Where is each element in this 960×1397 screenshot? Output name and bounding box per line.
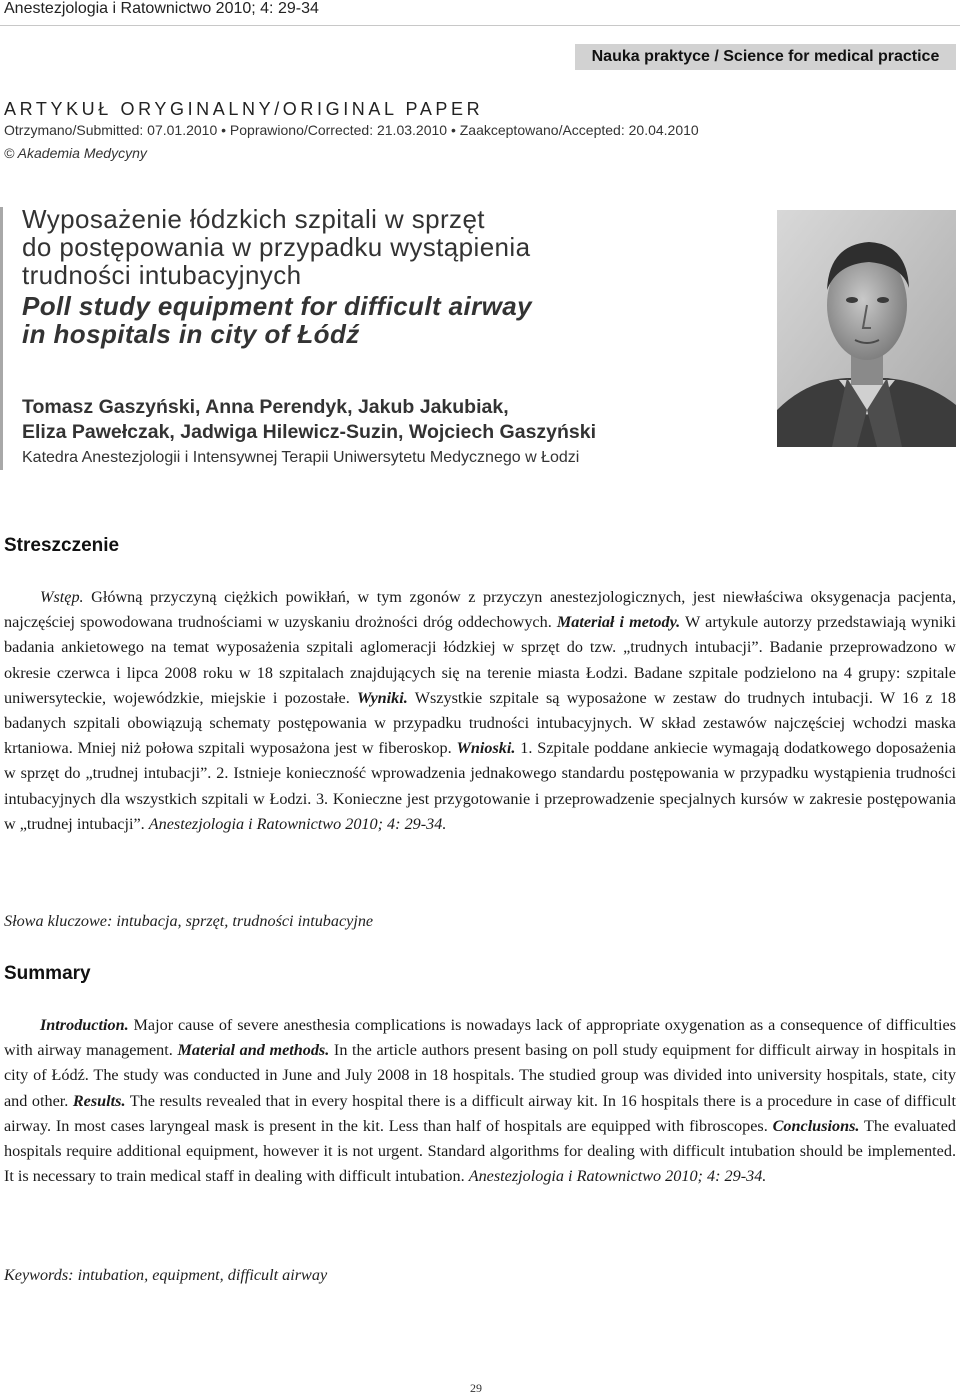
abstract-section-label: Materiał i metody. [556, 613, 681, 632]
abstract-text: Wszystkie szpitale są wyposażone w zestaw do trudnych intubacji. W 16 z 18 badanych szpitali obowiązują schematy postępowania w przypadku trudności intubacyjnych. W skład zestawów najczęściej wchodzi maska krtaniowa. Mniej niż połowa szpitali wyposażona jest w fiberoskop. [4, 688, 957, 758]
abstract-citation: Anestezjologia i Ratownictwo 2010; 4: 29-34. [468, 1167, 767, 1186]
title-polish-line: do postępowania w przypadku wystąpienia [22, 232, 531, 262]
abstract-text: Major cause of severe anesthesia complications is nowadays lack of appropriate oxygenation as a consequence of difficulties with airway management. [4, 1016, 956, 1060]
title-english [22, 292, 742, 348]
abstract-section-label: Conclusions. [772, 1116, 860, 1135]
abstract-text: W artykule autorzy przedstawiają wyniki badania ankietowego na temat wyposażenia szpitali aglomeracji łódzkiej w sprzęt do tzw. „trudnych intubacji”. Badanie przeprowadzono w okresie czerwca i lipca 2008 roku w 18 szpitalach znajdujących się na terenie miasta Łodzi. Badane szpitale podzielono na 4 grupy: szpitale uniwersyteckie, wojewódzkie, miejskie i pozostałe. [4, 613, 956, 707]
abstract-heading-polish: Streszczenie [4, 535, 120, 556]
abstract-text: The evaluated hospitals require additional equipment, however it is not urgent. Standard algorithms for dealing with difficult intubation should be implemented. It is necessary to train medical staff in dealing with difficult intubation. [4, 1116, 956, 1186]
abstract-english [4, 1013, 956, 1189]
abstract-citation: Anestezjologia i Ratownictwo 2010; 4: 29-34. [148, 814, 447, 833]
title-accent-bar [0, 207, 3, 470]
abstract-section-label: Material and methods. [177, 1041, 330, 1060]
abstract-heading-english: Summary [4, 963, 91, 984]
author-line: Eliza Pawełczak, Jadwiga Hilewicz-Suzin, Wojciech Gaszyński [22, 421, 597, 443]
title-polish-line: trudności intubacyjnych [22, 260, 302, 290]
abstract-section-label: Wnioski. [456, 739, 516, 758]
abstract-section-label: Wstęp. [40, 588, 84, 606]
journal-citation: Anestezjologia i Ratownictwo 2010; 4: 29-34 [4, 0, 319, 17]
author-portrait-image [777, 210, 956, 447]
title-polish [22, 205, 742, 289]
author-photo [777, 210, 956, 447]
abstract-section-label: Results. [72, 1091, 126, 1110]
abstract-section-label: Introduction. [40, 1016, 129, 1034]
author-list [22, 395, 762, 445]
copyright-notice: © Akademia Medycyny [4, 145, 147, 161]
abstract-text: Główną przyczyną ciężkich powikłań, w tym zgonów z przyczyn anestezjologicznych, jest niewłaściwa oksygenacja pacjenta, najczęściej spowodowana trudnościami w uzyskaniu drożności dróg oddechowych. [4, 588, 956, 632]
abstract-text: The results revealed that in every hospital there is a difficult airway kit. In 16 hospitals there is a procedure in case of difficult airway. In most cases laryngeal mask is present in the kit. Less than half of hospitals are equipped with fibroscopes. [4, 1091, 956, 1135]
page-number: 29 [470, 1381, 482, 1395]
submission-dates: Otrzymano/Submitted: 07.01.2010 • Poprawiono/Corrected: 21.03.2010 • Zaakceptowano/Accepted: 20.04.2010 [4, 122, 699, 138]
title-polish-line: Wyposażenie łódzkich szpitali w sprzęt [22, 204, 485, 234]
section-label: Nauka praktyce / Science for medical practice [575, 44, 956, 70]
header-rule [0, 25, 960, 26]
title-english-line: in hospitals in city of Łódź [22, 319, 360, 349]
title-english-line: Poll study equipment for difficult airway [22, 291, 532, 321]
abstract-polish [4, 585, 956, 837]
affiliation: Katedra Anestezjologii i Intensywnej Terapii Uniwersytetu Medycznego w Łodzi [22, 449, 580, 466]
author-line: Tomasz Gaszyński, Anna Perendyk, Jakub Jakubiak, [22, 396, 509, 418]
article-type: ARTYKUŁ ORYGINALNY/ORIGINAL PAPER [4, 99, 484, 119]
abstract-text: In the article authors present basing on poll study equipment for difficult airway in hospitals in city of Łódź. The study was conducted in June and July 2008 in 18 hospitals. The studied group was divided into university hospitals, state, city and other. [4, 1041, 956, 1110]
abstract-text: 1. Szpitale poddane ankiecie wymagają dodatkowego doposażenia w sprzęt do „trudnej intubacji”. 2. Istnieje konieczność wprowadzenia jednakowego standardu postępowania w przypadku wystąpienia trudności intubacyjnych dla wszystkich szpitali w Łodzi. 3. Konieczne jest przygotowanie i przeprowadzenie specjalnych kursów w zakresie postępowania w „trudnej intubacji”. [4, 739, 956, 833]
keywords-polish: Słowa kluczowe: intubacja, sprzęt, trudności intubacyjne [4, 912, 374, 930]
abstract-section-label: Wyniki. [356, 688, 408, 707]
keywords-english: Keywords: intubation, equipment, difficult airway [4, 1266, 328, 1284]
